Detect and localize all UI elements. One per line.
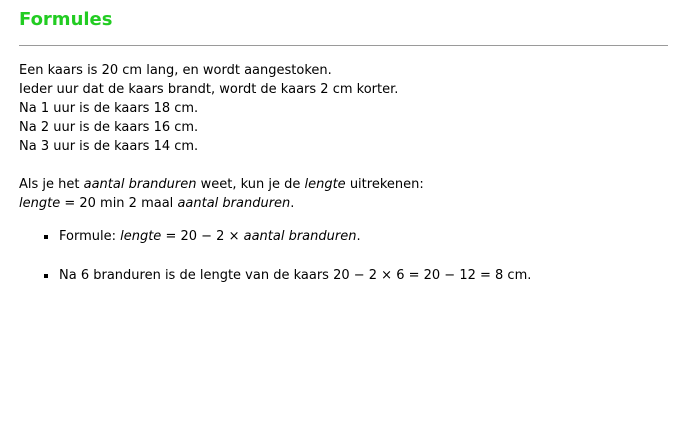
term-aantal-branduren: aantal branduren	[83, 177, 197, 192]
term-lengte: lengte	[304, 177, 346, 192]
intro-line-5: Na 3 uur is de kaars 14 cm.	[19, 139, 199, 154]
rule-line-2-middle: = 20 min 2 maal	[60, 196, 178, 211]
rule-line-2-end: .	[290, 196, 295, 211]
intro-line-3: Na 1 uur is de kaars 18 cm.	[19, 101, 199, 116]
list-item-formula	[19, 227, 531, 246]
formula-end: .	[356, 229, 361, 244]
term-lengte: lengte	[120, 229, 162, 244]
bullet-marker	[44, 274, 48, 278]
intro-line-1: Een kaars is 20 cm lang, en wordt aangestoken.	[19, 63, 332, 78]
rule-line-2	[19, 194, 424, 213]
term-aantal-branduren: aantal branduren	[243, 229, 357, 244]
example-text: Na 6 branduren is de lengte van de kaars 20 − 2 × 6 = 20 − 12 = 8 cm.	[59, 268, 532, 283]
rule-line-1	[19, 175, 424, 194]
rule-line-1-middle: weet, kun je de	[196, 177, 305, 192]
list-item-example	[19, 266, 531, 285]
formula-expression: = 20 − 2 ×	[161, 229, 244, 244]
page-title: Formules	[19, 9, 113, 30]
divider	[19, 45, 668, 46]
intro-line-4: Na 2 uur is de kaars 16 cm.	[19, 120, 199, 135]
term-aantal-branduren: aantal branduren	[177, 196, 291, 211]
intro-line-2: Ieder uur dat de kaars brandt, wordt de kaars 2 cm korter.	[19, 82, 399, 97]
rule-line-1-end: uitrekenen:	[345, 177, 424, 192]
bullet-list	[19, 227, 531, 285]
rule-line-1-start: Als je het	[19, 177, 84, 192]
rule-paragraph	[19, 175, 424, 213]
intro-paragraph	[19, 61, 398, 156]
formula-label: Formule:	[59, 229, 121, 244]
term-lengte: lengte	[19, 196, 61, 211]
bullet-marker	[44, 235, 48, 239]
